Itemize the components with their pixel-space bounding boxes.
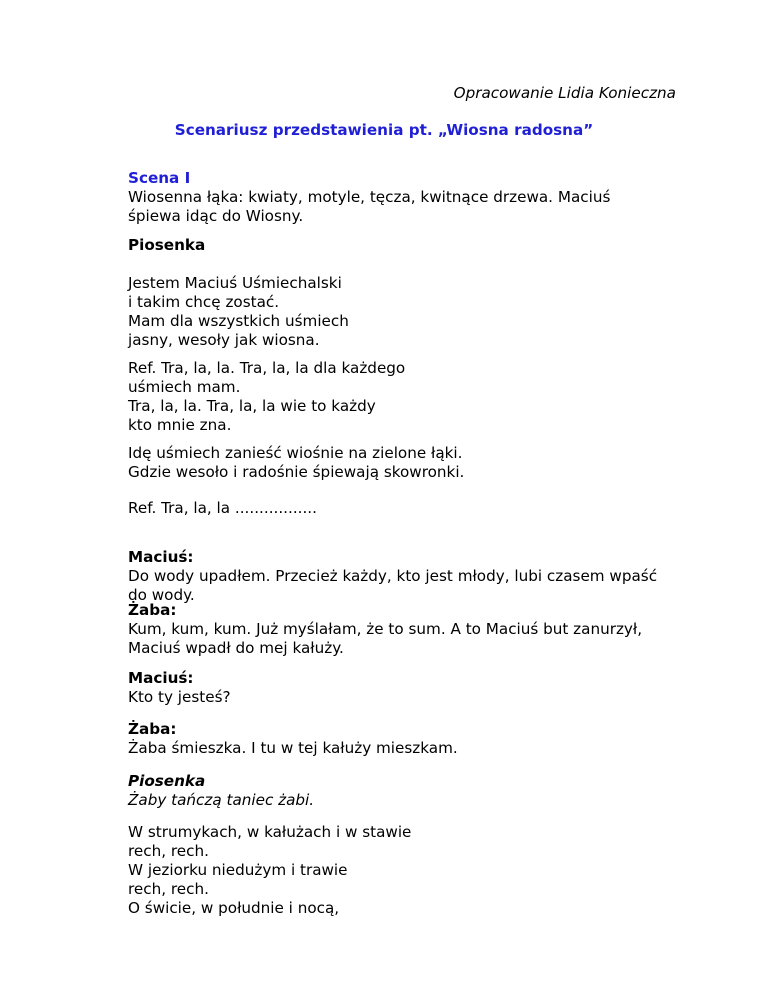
lyric-line: uśmiech mam. <box>128 378 241 396</box>
song-heading: Piosenka <box>128 236 206 254</box>
lyric-line: rech, rech. <box>128 842 209 860</box>
scene-heading: Scena I <box>128 169 191 187</box>
lyric-line: Idę uśmiech zanieść wiośnie na zielone łąki. <box>128 444 463 462</box>
lyric-line: jasny, wesoły jak wiosna. <box>128 331 320 349</box>
document-title: Scenariusz przedstawienia pt. „Wiosna radosna” <box>174 121 594 139</box>
author-credit: Opracowanie Lidia Konieczna <box>453 84 676 102</box>
lyric-line: kto mnie zna. <box>128 416 232 434</box>
lyric-line: Ref. Tra, la, la. Tra, la, la dla każdego <box>128 359 406 377</box>
speaker-name: Żaba: <box>128 601 177 619</box>
lyric-line: W strumykach, w kałużach i w stawie <box>128 823 412 841</box>
lyric-line: Ref. Tra, la, la ................. <box>128 499 317 517</box>
lyric-line: O świcie, w południe i nocą, <box>128 899 340 917</box>
song1-verse1 <box>128 274 688 350</box>
song2-verse <box>128 823 688 918</box>
dialogue-entry <box>128 548 688 605</box>
dialogue-line: Żaba śmieszka. I tu w tej kałuży mieszkam. <box>128 739 458 757</box>
lyric-line: Mam dla wszystkich uśmiech <box>128 312 349 330</box>
song2-heading-block <box>128 772 688 810</box>
song1-refrain-short <box>128 499 688 518</box>
speaker-name: Maciuś: <box>128 548 194 566</box>
lyric-line: i takim chcę zostać. <box>128 293 280 311</box>
dialogue-entry <box>128 669 688 707</box>
song1-verse2 <box>128 444 688 482</box>
scene-intro <box>128 169 688 226</box>
speaker-name: Maciuś: <box>128 669 194 687</box>
dialogue-line: Do wody upadłem. Przecież każdy, kto jest młody, lubi czasem wpaść <box>128 567 658 585</box>
stage-direction: Żaby tańczą taniec żabi. <box>128 791 315 809</box>
lyric-line: W jeziorku niedużym i trawie <box>128 861 348 879</box>
dialogue-entry <box>128 601 688 658</box>
dialogue-line: Kum, kum, kum. Już myślałam, że to sum. A to Maciuś but zanurzył, <box>128 620 643 638</box>
dialogue-line: Kto ty jesteś? <box>128 688 231 706</box>
song1-refrain <box>128 359 688 435</box>
scene-description-line: śpiewa idąc do Wiosny. <box>128 207 304 225</box>
lyric-line: Gdzie wesoło i radośnie śpiewają skowronki. <box>128 463 465 481</box>
scene-description-line: Wiosenna łąka: kwiaty, motyle, tęcza, kwitnące drzewa. Maciuś <box>128 188 611 206</box>
speaker-name: Żaba: <box>128 720 177 738</box>
dialogue-line: Maciuś wpadł do mej kałuży. <box>128 639 344 657</box>
lyric-line: Jestem Maciuś Uśmiechalski <box>128 274 342 292</box>
lyric-line: Tra, la, la. Tra, la, la wie to każdy <box>128 397 376 415</box>
dialogue-line: do wody. <box>128 586 195 604</box>
song-heading: Piosenka <box>128 772 206 790</box>
song1-heading-block <box>128 236 688 255</box>
lyric-line: rech, rech. <box>128 880 209 898</box>
dialogue-entry <box>128 720 688 758</box>
